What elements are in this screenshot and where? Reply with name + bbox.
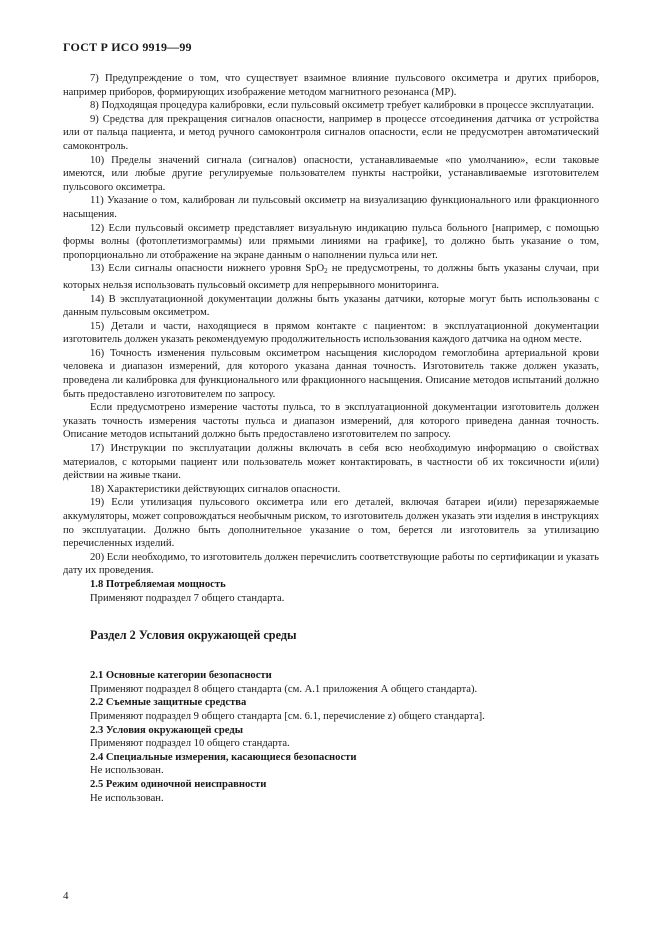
subsection-2-5-heading: 2.5 Режим одиночной неисправности bbox=[90, 778, 267, 790]
item-18: 18) Характеристики действующих сигналов опасности. bbox=[90, 483, 341, 495]
item-12: 12) Если пульсовый оксиметр представляет визуальную индикацию пульса больного [например, с помощью формы волны (фотоплетизмограммы) или прямыми линиями на графике], то должно быть указание о том, пропорционально ли отображение на экране данным о наполнении пульса или нет. bbox=[63, 222, 599, 261]
page-number: 4 bbox=[63, 890, 69, 902]
item-11: 11) Указание о том, калиброван ли пульсовый оксиметр на визуализацию функционального или фракционного насыщения. bbox=[63, 195, 599, 220]
subsection-2-1-text: Применяют подраздел 8 общего стандарта (см. А.1 приложения А общего стандарта). bbox=[90, 683, 478, 695]
item-16: 16) Точность изменения пульсовым оксиметром насыщения кислородом гемоглобина артериальной крови человека и диапазон измерений, для которого указана данная точность. Изготовитель также должен указать, проведена ли калибровка для функционального или фракционного насыщения. Описание методов испытаний должно быть предоставлено изготовителем по запросу. bbox=[63, 347, 599, 400]
document-body bbox=[63, 72, 599, 805]
item-13-text-a: 13) Если сигналы опасности нижнего уровня SpO bbox=[90, 263, 325, 275]
document-header: ГОСТ Р ИСО 9919—99 bbox=[63, 40, 192, 54]
item-17: 17) Инструкции по эксплуатации должны включать в себя всю необходимую информацию о свойствах материалов, с которыми пациент или пользователь может контактировать, в частности об их токсичности и(или) действии на живые ткани. bbox=[63, 443, 599, 482]
subsection-2-3-heading: 2.3 Условия окружающей среды bbox=[90, 724, 243, 736]
item-13 bbox=[63, 262, 599, 292]
item-9: 9) Средства для прекращения сигналов опасности, например в процессе отсоединения датчика от устройства или от пальца пациента, и метод ручного самоконтроля сигналов опасности, если не предусмотрен автоматический самоконтроль. bbox=[63, 113, 599, 152]
item-15: 15) Детали и части, находящиеся в прямом контакте с пациентом: в эксплуатационной документации изготовитель должен указать рекомендуемую продолжительность использования каждого датчика на одном месте. bbox=[63, 320, 599, 346]
item-13-text-b: не предусмотрены, то должны быть указаны случаи, при которых нельзя использовать пульсовый оксиметр для непрерывного мониторинга. bbox=[63, 263, 599, 291]
item-19: 19) Если утилизация пульсового оксиметра или его деталей, включая батареи и(или) перезаряжаемые аккумуляторы, может сопровождаться необычным риском, то изготовитель должен указать эти изделия в инструкциях по эксплуатации. Должно быть дополнительное указание о том, берется ли изготовитель за утилизацию перечисленных изделий. bbox=[63, 497, 599, 550]
subsection-2-1-heading: 2.1 Основные категории безопасности bbox=[90, 670, 272, 682]
subsection-2-2-text: Применяют подраздел 9 общего стандарта [см. 6.1, перечисление z) общего стандарта]. bbox=[90, 710, 485, 722]
subsection-1-8-text: Применяют подраздел 7 общего стандарта. bbox=[90, 592, 285, 604]
item-7: 7) Предупреждение о том, что существует взаимное влияние пульсового оксиметра и других приборов, например приборов, формирующих изображение методом магнитного резонанса (МР). bbox=[63, 73, 599, 98]
item-13-subscript: 2 bbox=[324, 267, 328, 276]
subsection-2-3-text: Применяют подраздел 10 общего стандарта. bbox=[90, 738, 290, 750]
item-20: 20) Если необходимо, то изготовитель должен перечислить соответствующие работы по сертификации и указать дату их проведения. bbox=[63, 551, 599, 577]
subsection-2-4-heading: 2.4 Специальные измерения, касающиеся безопасности bbox=[90, 751, 357, 763]
subsection-2-5-text: Не использован. bbox=[90, 792, 164, 804]
item-10: 10) Пределы значений сигнала (сигналов) опасности, устанавливаемые «по умолчанию», если таковые имеются, или любые другие регулируемые пользователем пункты настройки, устанавливаемые изготовителем пульсового оксиметра. bbox=[63, 154, 599, 193]
item-14: 14) В эксплуатационной документации должны быть указаны датчики, которые могут быть использованы с данным пульсовым оксиметром. bbox=[63, 293, 599, 319]
subsection-2-2-heading: 2.2 Съемные защитные средства bbox=[90, 697, 247, 709]
item-8: 8) Подходящая процедура калибровки, если пульсовый оксиметр требует калибровки в процессе эксплуатации. bbox=[90, 100, 594, 112]
subsection-1-8-heading: 1.8 Потребляемая мощность bbox=[90, 578, 226, 590]
section-spacer bbox=[63, 643, 599, 669]
subsection-2-4-text: Не использован. bbox=[90, 765, 164, 777]
section-2-title: Раздел 2 Условия окружающей среды bbox=[90, 628, 297, 643]
item-16-continued: Если предусмотрено измерение частоты пульса, то в эксплуатационной документации изготовитель должен указать точность измерения частоты пульса и диапазон измерений, для которого приведена данная точность. Описание методов испытаний должно быть предоставлено изготовителем по запросу. bbox=[63, 402, 599, 441]
